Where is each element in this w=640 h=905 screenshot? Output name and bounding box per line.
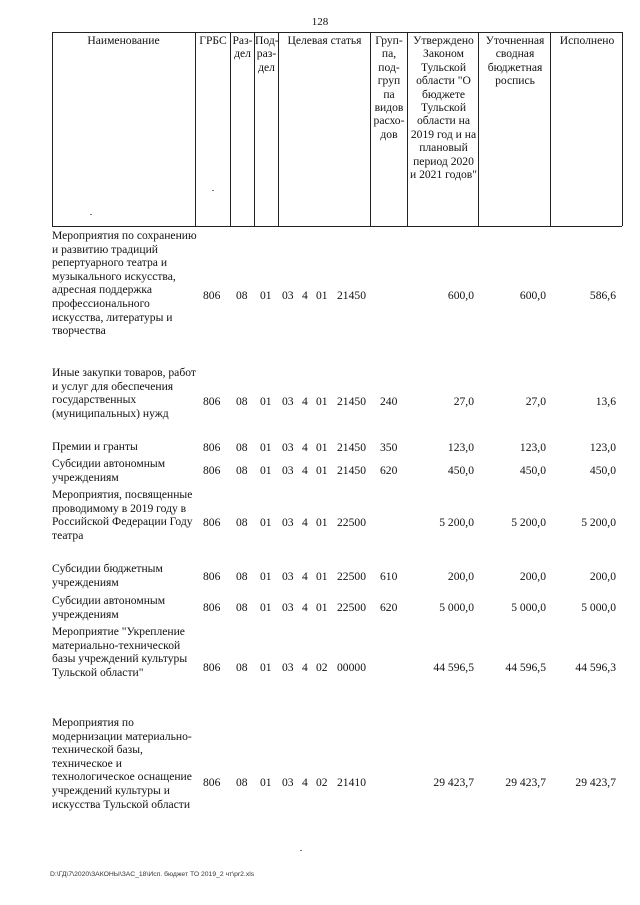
cell-t3: 01 <box>316 441 328 454</box>
header-expense-group: Груп-па, под-груп па видов расхо-дов <box>373 34 405 141</box>
cell-t4: 22500 <box>337 601 366 614</box>
cell-approved: 123,0 <box>447 441 474 454</box>
cell-t1: 03 <box>282 776 294 789</box>
cell-t4: 22500 <box>337 516 366 529</box>
file-path-footer: D:\ГД\7\2020\ЗАКОНЫ\ЗАС_18\Исп. бюджет ТО 2019_2 чт\pr2.xls <box>50 871 255 878</box>
header-name: Наименование <box>87 34 160 47</box>
cell-approved: 29 423,7 <box>433 776 474 789</box>
cell-grbs: 806 <box>203 516 221 529</box>
cell-t2: 4 <box>302 464 308 477</box>
cell-approved: 200,0 <box>447 570 474 583</box>
cell-t3: 01 <box>316 395 328 408</box>
cell-approved: 27,0 <box>453 395 474 408</box>
row-name: Мероприятия по сохранению и развитию традиций репертуарного театра и музыкального искусства, адресная поддержка профессионального искусства, литературы и творчества <box>52 229 197 338</box>
cell-executed: 29 423,7 <box>575 776 616 789</box>
cell-t2: 4 <box>302 601 308 614</box>
cell-group: 620 <box>380 601 398 614</box>
cell-podrazdel: 01 <box>260 516 272 529</box>
cell-podrazdel: 01 <box>260 441 272 454</box>
cell-grbs: 806 <box>203 395 221 408</box>
cell-t2: 4 <box>302 395 308 408</box>
cell-t1: 03 <box>282 570 294 583</box>
row-name: Мероприятие "Укрепление материально-технической базы учреждений культуры Тульской области" <box>52 625 188 679</box>
cell-group: 620 <box>380 464 398 477</box>
cell-executed: 450,0 <box>589 464 616 477</box>
header-executed: Исполнено <box>559 34 615 47</box>
cell-t4: 21450 <box>337 289 366 302</box>
cell-t4: 00000 <box>337 661 366 674</box>
cell-refined: 600,0 <box>519 289 546 302</box>
cell-t3: 01 <box>316 289 328 302</box>
cell-grbs: 806 <box>203 464 221 477</box>
table-header <box>52 32 622 226</box>
cell-t3: 01 <box>316 601 328 614</box>
cell-t1: 03 <box>282 441 294 454</box>
cell-razdel: 08 <box>236 516 248 529</box>
cell-podrazdel: 01 <box>260 395 272 408</box>
cell-grbs: 806 <box>203 570 221 583</box>
header-podrazdel: Под-раз-дел <box>255 34 279 74</box>
row-name: Субсидии автономным учреждениям <box>52 594 166 621</box>
cell-refined: 5 200,0 <box>511 516 546 529</box>
cell-t1: 03 <box>282 464 294 477</box>
cell-t3: 01 <box>316 570 328 583</box>
cell-approved: 5 200,0 <box>439 516 474 529</box>
cell-t2: 4 <box>302 441 308 454</box>
header-approved: Утверждено Законом Тульской области "О бюджете Тульской области на 2019 год и на плановый период 2020 и 2021 годов" <box>409 34 478 182</box>
cell-t1: 03 <box>282 661 294 674</box>
cell-grbs: 806 <box>203 289 221 302</box>
cell-podrazdel: 01 <box>260 464 272 477</box>
cell-approved: 5 000,0 <box>439 601 474 614</box>
cell-t4: 21450 <box>337 395 366 408</box>
cell-executed: 5 200,0 <box>581 516 616 529</box>
row-name: Премии и гранты <box>52 440 138 453</box>
cell-approved: 600,0 <box>447 289 474 302</box>
cell-razdel: 08 <box>236 570 248 583</box>
header-target-article: Целевая статья <box>287 34 362 47</box>
cell-razdel: 08 <box>236 395 248 408</box>
cell-podrazdel: 01 <box>260 289 272 302</box>
cell-executed: 5 000,0 <box>581 601 616 614</box>
cell-t3: 01 <box>316 464 328 477</box>
row-name: Мероприятия по модернизации материально-технической базы, техническое и технологическое оснащение учреждений культуры и искусства Тульской области <box>52 716 192 811</box>
cell-t2: 4 <box>302 516 308 529</box>
cell-refined: 5 000,0 <box>511 601 546 614</box>
cell-executed: 123,0 <box>589 441 616 454</box>
row-name: Субсидии бюджетным учреждениям <box>52 562 163 589</box>
cell-refined: 29 423,7 <box>505 776 546 789</box>
cell-podrazdel: 01 <box>260 776 272 789</box>
cell-razdel: 08 <box>236 441 248 454</box>
cell-t3: 02 <box>316 776 328 789</box>
cell-grbs: 806 <box>203 441 221 454</box>
cell-group: 610 <box>380 570 398 583</box>
cell-refined: 123,0 <box>519 441 546 454</box>
cell-razdel: 08 <box>236 464 248 477</box>
scan-speck <box>90 214 92 215</box>
row-name: Иные закупки товаров, работ и услуг для обеспечения государственных (муниципальных) нужд <box>52 366 196 420</box>
cell-razdel: 08 <box>236 776 248 789</box>
cell-t3: 01 <box>316 516 328 529</box>
cell-approved: 450,0 <box>447 464 474 477</box>
cell-grbs: 806 <box>203 601 221 614</box>
cell-t1: 03 <box>282 601 294 614</box>
header-razdel: Раз-дел <box>232 34 253 61</box>
cell-group: 350 <box>380 441 398 454</box>
cell-t2: 4 <box>302 289 308 302</box>
page-number: 128 <box>311 16 329 28</box>
cell-t4: 21410 <box>337 776 366 789</box>
cell-refined: 44 596,5 <box>505 661 546 674</box>
scan-speck <box>300 850 302 851</box>
header-refined: Уточненная сводная бюджетная роспись <box>485 34 545 88</box>
row-name: Субсидии автономным учреждениям <box>52 457 166 484</box>
cell-podrazdel: 01 <box>260 570 272 583</box>
cell-razdel: 08 <box>236 601 248 614</box>
cell-executed: 586,6 <box>589 289 616 302</box>
cell-grbs: 806 <box>203 661 221 674</box>
cell-t2: 4 <box>302 661 308 674</box>
header-grbs: ГРБС <box>199 34 227 47</box>
cell-refined: 27,0 <box>525 395 546 408</box>
cell-podrazdel: 01 <box>260 601 272 614</box>
cell-t1: 03 <box>282 289 294 302</box>
cell-t1: 03 <box>282 516 294 529</box>
cell-podrazdel: 01 <box>260 661 272 674</box>
cell-t2: 4 <box>302 776 308 789</box>
cell-refined: 200,0 <box>519 570 546 583</box>
cell-t4: 21450 <box>337 464 366 477</box>
scan-speck <box>212 190 214 191</box>
cell-executed: 13,6 <box>595 395 616 408</box>
cell-t1: 03 <box>282 395 294 408</box>
cell-razdel: 08 <box>236 661 248 674</box>
cell-t2: 4 <box>302 570 308 583</box>
cell-group: 240 <box>380 395 398 408</box>
cell-approved: 44 596,5 <box>433 661 474 674</box>
cell-executed: 44 596,3 <box>575 661 616 674</box>
cell-t4: 22500 <box>337 570 366 583</box>
row-name: Мероприятия, посвященные проводимому в 2019 году в Российской Федерации Году театра <box>52 488 193 542</box>
cell-t4: 21450 <box>337 441 366 454</box>
cell-executed: 200,0 <box>589 570 616 583</box>
cell-razdel: 08 <box>236 289 248 302</box>
cell-t3: 02 <box>316 661 328 674</box>
cell-refined: 450,0 <box>519 464 546 477</box>
cell-grbs: 806 <box>203 776 221 789</box>
